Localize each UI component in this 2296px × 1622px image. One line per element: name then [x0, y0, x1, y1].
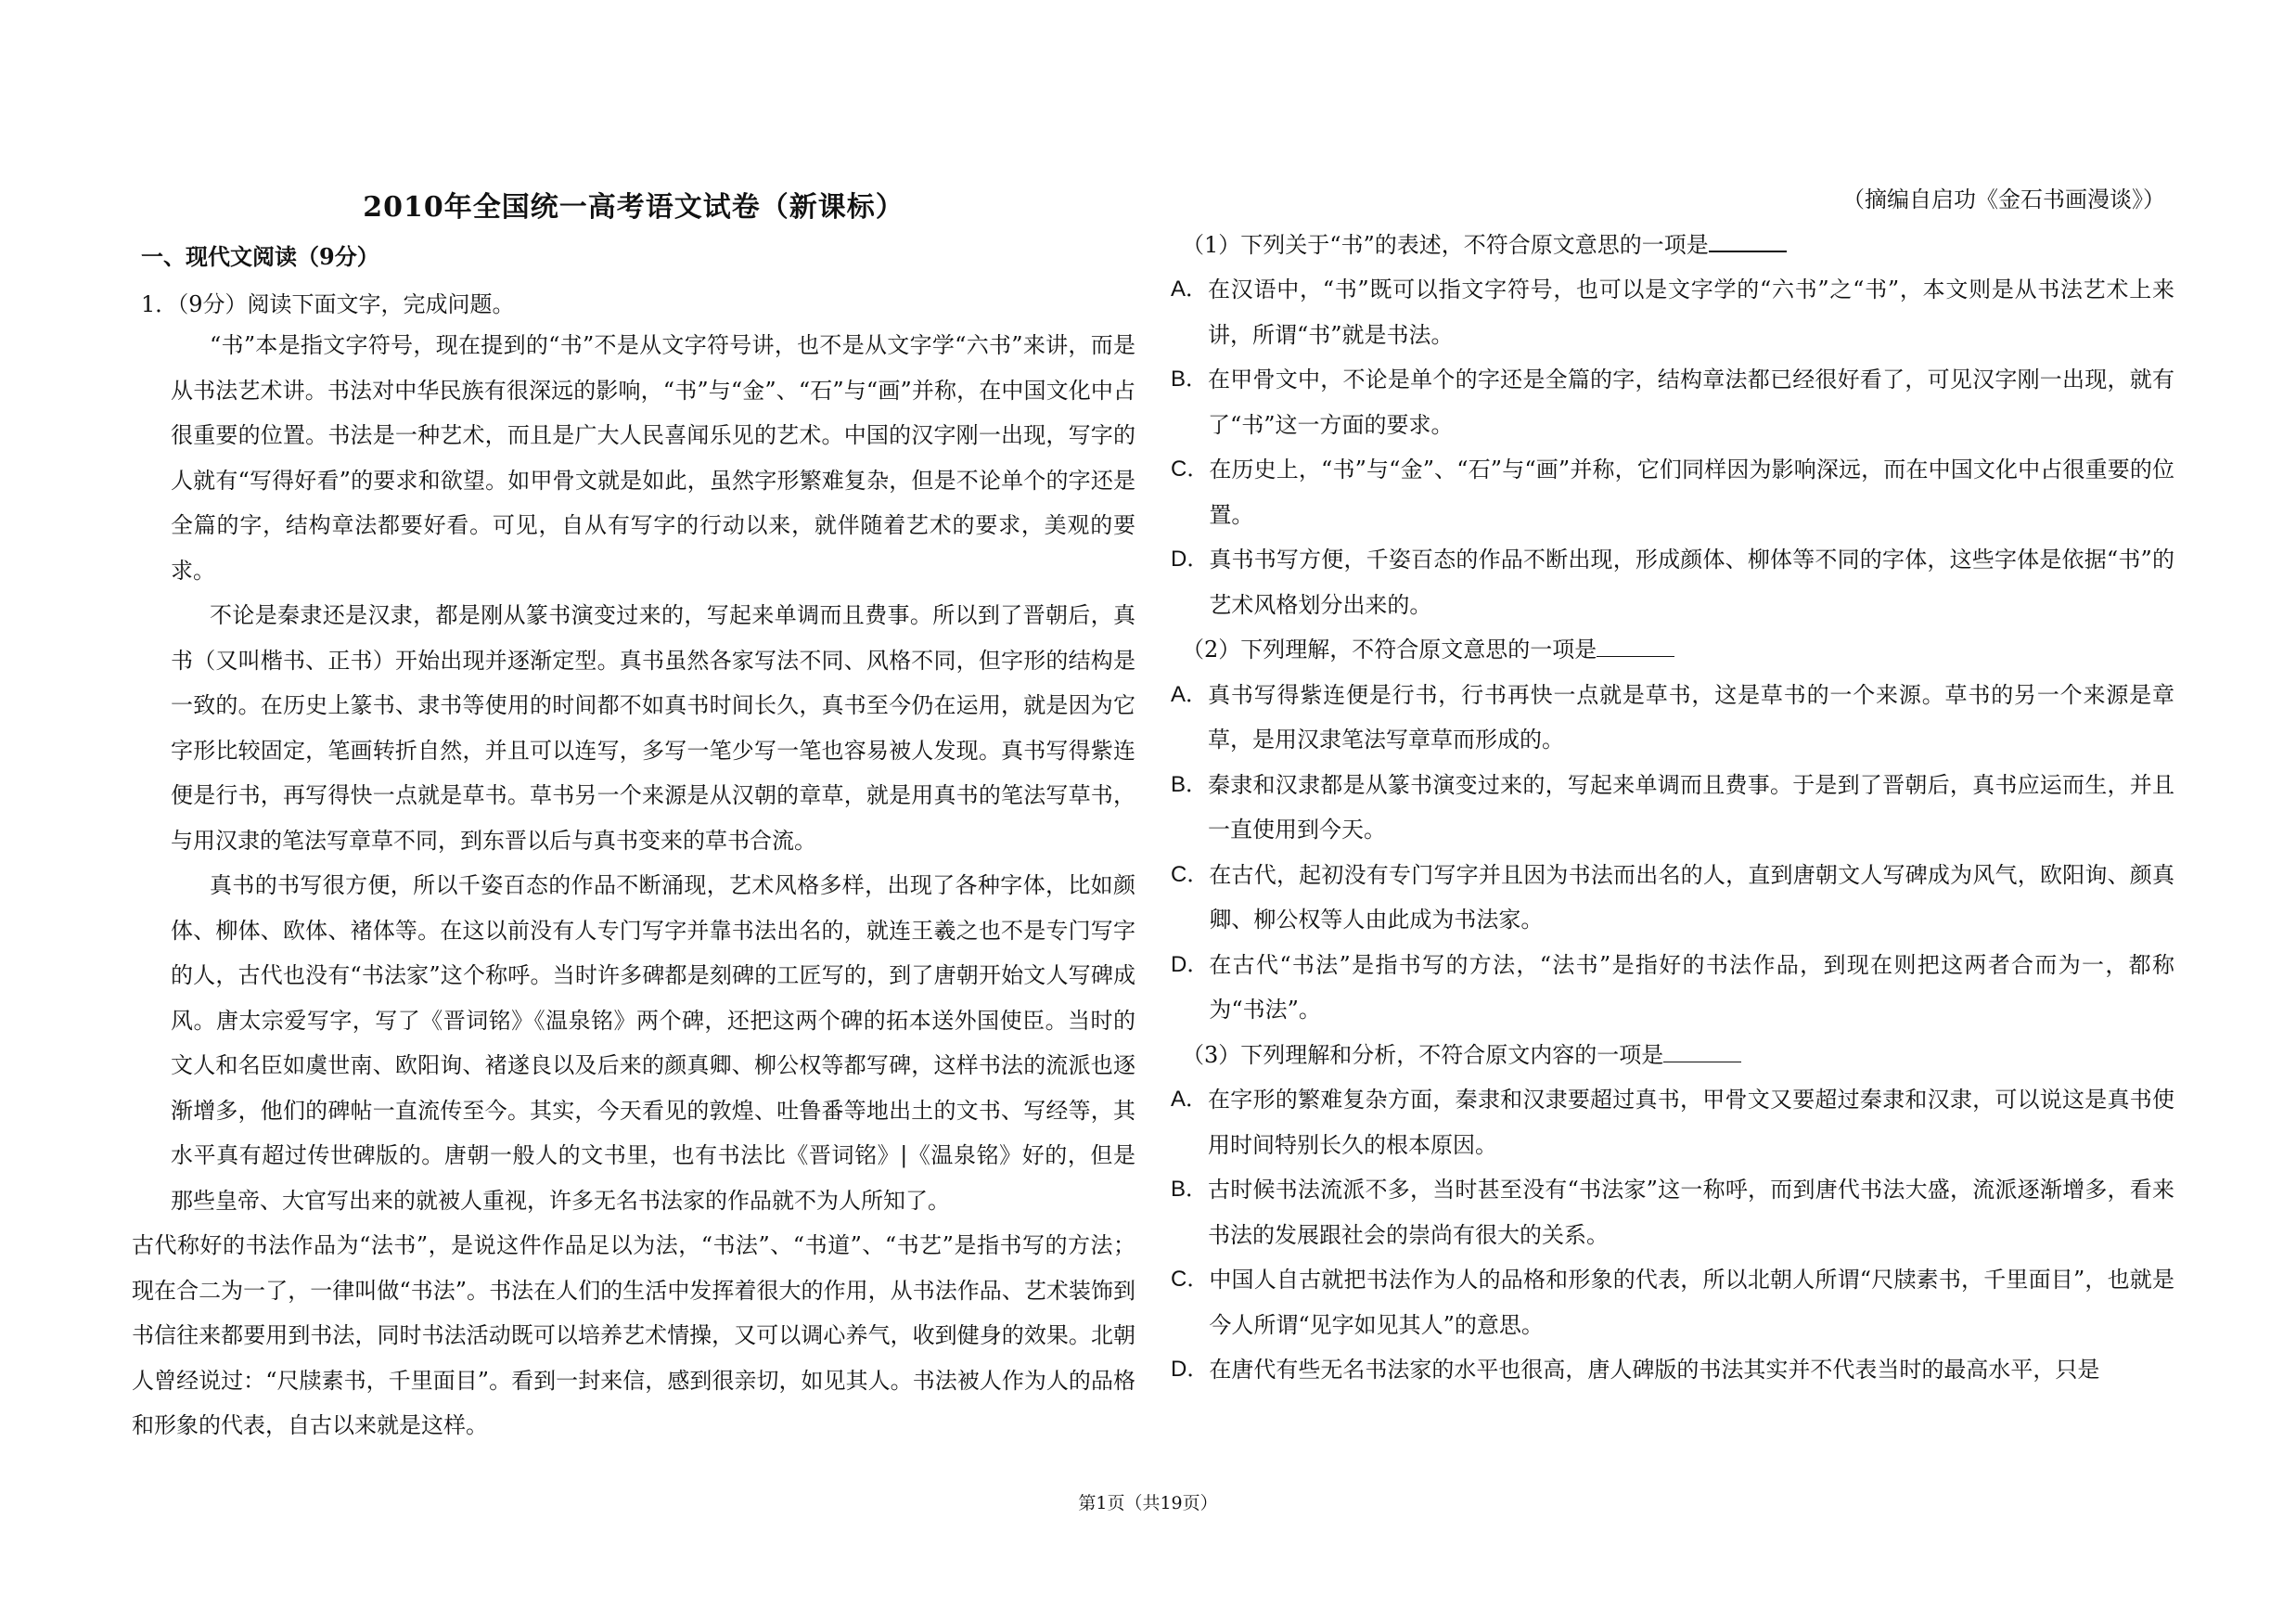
option-3d[interactable]: D． 在唐代有些无名书法家的水平也很高，唐人碑版的书法其实并不代表当时的最高水平，只是 — [1171, 1357, 2100, 1383]
passage-paragraph-2: 不论是秦隶还是汉隶，都是刚从篆书演变过来的，写起来单调而且费事。所以到了晋朝后，真书（又叫楷书、正书）开始出现并逐渐定型。真书虽然各家写法不同、风格不同，但字形的结构是一致的。在历史上篆书、隶书等使用的时间都不如真书时间长久，真书至今仍在运用，就是因为它字形比较固定，笔画转折自然，并且可以连写，多写一笔少写一笔也容易被人发现。真书写得紫连便是行书，再写得快一点就是草书。草书另一个来源是从汉朝的章草，就是用真书的笔法写草书，与用汉隶的笔法写章草不同，到东晋以后与真书变来的草书合流。 — [171, 602, 1135, 854]
sub-question-1-stem: （1）下列关于“书”的表述，不符合原文意思的一项是 — [1171, 223, 2174, 268]
right-column-content — [1171, 177, 2174, 1393]
option-1b[interactable]: B． 在甲骨文中，不论是单个的字还是全篇的字，结构章法都已经很好看了，可见汉字刚一出现，就有了“书”这一方面的要求。 — [1171, 367, 2174, 438]
answer-blank[interactable] — [1709, 230, 1787, 252]
option-3b[interactable]: B． 古时候书法流派不多，当时甚至没有“书法家”这一称呼，而到唐代书法大盛，流派逐渐增多，看来书法的发展跟社会的崇尚有很大的关系。 — [1171, 1177, 2174, 1248]
sub-question-3-stem: （3）下列理解和分析，不符合原文内容的一项是 — [1171, 1033, 2174, 1078]
option-2c[interactable]: C． 在古代，起初没有专门写字并且因为书法而出名的人，直到唐朝文人写碑成为风气，欧阳询、颜真卿、柳公权等人由此成为书法家。 — [1171, 861, 2174, 933]
passage-paragraph-1: “书”本是指文字符号，现在提到的“书”不是从文字符号讲，也不是从文字学“六书”来讲，而是从书法艺术讲。书法对中华民族有很深远的影响，“书”与“金”、“石”与“画”并称，在中国文化中占很重要的位置。书法是一种艺术，而且是广大人民喜闻乐见的艺术。中国的汉字刚一出现，写字的人就有“写得好看”的要求和欲望。如甲骨文就是如此，虽然字形繁难复杂，但是不论单个的字还是全篇的字，结构章法都要好看。可见，自从有写字的行动以来，就伴随着艺术的要求，美观的要求。 — [171, 332, 1135, 584]
option-2d[interactable]: D． 在古代“书法”是指书写的方法，“法书”是指好的书法作品，到现在则把这两者合而为一，都称为“书法”。 — [1171, 951, 2174, 1023]
passage-paragraph-4: 古代称好的书法作品为“法书”，是说这件作品足以为法，“书法”、“书道”、“书艺”是指书写的方法；现在合二为一了，一律叫做“书法”。书法在人们的生活中发挥着很大的作用，从书法作品、艺术装饰到书信往来都要用到书法，同时书法活动既可以培养艺术情操，又可以调心养气，收到健身的效果。北朝人曾经说过：“尺牍素书，千里面目”。看到一封来信，感到很亲切，如见其人。书法被人作为人的品格和形象的代表，自古以来就是这样。 — [132, 1232, 1135, 1438]
option-3a[interactable]: A． 在字形的繁难复杂方面，秦隶和汉隶要超过真书，甲骨文又要超过秦隶和汉隶，可以说这是真书使用时间特别长久的根本原因。 — [1171, 1087, 2174, 1158]
page-footer: 第1页（共19页） — [1078, 1493, 1218, 1513]
option-1d[interactable]: D． 真书书写方便，千姿百态的作品不断出现，形成颜体、柳体等不同的字体，这些字体是依据“书”的艺术风格划分出来的。 — [1171, 547, 2174, 618]
option-1a[interactable]: A． 在汉语中，“书”既可以指文字符号，也可以是文字学的“六书”之“书”，本文则是从书法艺术上来讲，所谓“书”就是书法。 — [1171, 277, 2174, 348]
exam-title: 2010年全国统一高考语文试卷（新课标） — [363, 191, 904, 224]
sub-question-2-stem: （2）下列理解，不符合原文意思的一项是 — [1171, 627, 2174, 673]
option-1c[interactable]: C． 在历史上，“书”与“金”、“石”与“画”并称，它们同样因为影响深远，而在中国文化中占很重要的位置。 — [1171, 457, 2174, 528]
option-2b[interactable]: B． 秦隶和汉隶都是从篆书演变过来的，写起来单调而且费事。于是到了晋朝后，真书应运而生，并且一直使用到今天。 — [1171, 771, 2174, 843]
passage — [132, 323, 1135, 1448]
answer-blank[interactable] — [1597, 636, 1674, 657]
answer-blank[interactable] — [1663, 1041, 1741, 1062]
source-citation: （摘编自启功《金石书画漫谈》） — [1842, 187, 2165, 212]
passage-paragraph-3: 真书的书写很方便，所以千姿百态的作品不断涌现，艺术风格多样，出现了各种字体，比如颜体、柳体、欧体、褚体等。在这以前没有人专门写字并靠书法出名的，就连王羲之也不是专门写字的人，古代也没有“书法家”这个称呼。当时许多碑都是刻碑的工匠写的，到了唐朝开始文人写碑成风。唐太宗爱写字，写了《晋词铭》《温泉铭》两个碑，还把这两个碑的拓本送外国使臣。当时的文人和名臣如虞世南、欧阳询、褚遂良以及后来的颜真卿、柳公权等都写碑，这样书法的流派也逐渐增多，他们的碑帖一直流传至今。其实，今天看见的敦煌、吐鲁番等地出土的文书、写经等，其水平真有超过传世碑版的。唐朝一般人的文书里，也有书法比《晋词铭》|《温泉铭》好的，但是那些皇帝、大官写出来的就被人重视，许多无名书法家的作品就不为人所知了。 — [171, 872, 1135, 1214]
option-3c[interactable]: C． 中国人自古就把书法作为人的品格和形象的代表，所以北朝人所谓“尺牍素书，千里面目”，也就是今人所谓“见字如见其人”的意思。 — [1171, 1267, 2174, 1338]
section-heading: 一、现代文阅读（9分） — [141, 243, 379, 270]
option-2a[interactable]: A． 真书写得紫连便是行书，行书再快一点就是草书，这是草书的一个来源。草书的另一个来源是章草，是用汉隶笔法写章草而形成的。 — [1171, 681, 2174, 753]
question-header: 1．（9分）阅读下面文字，完成问题。 — [141, 291, 515, 317]
